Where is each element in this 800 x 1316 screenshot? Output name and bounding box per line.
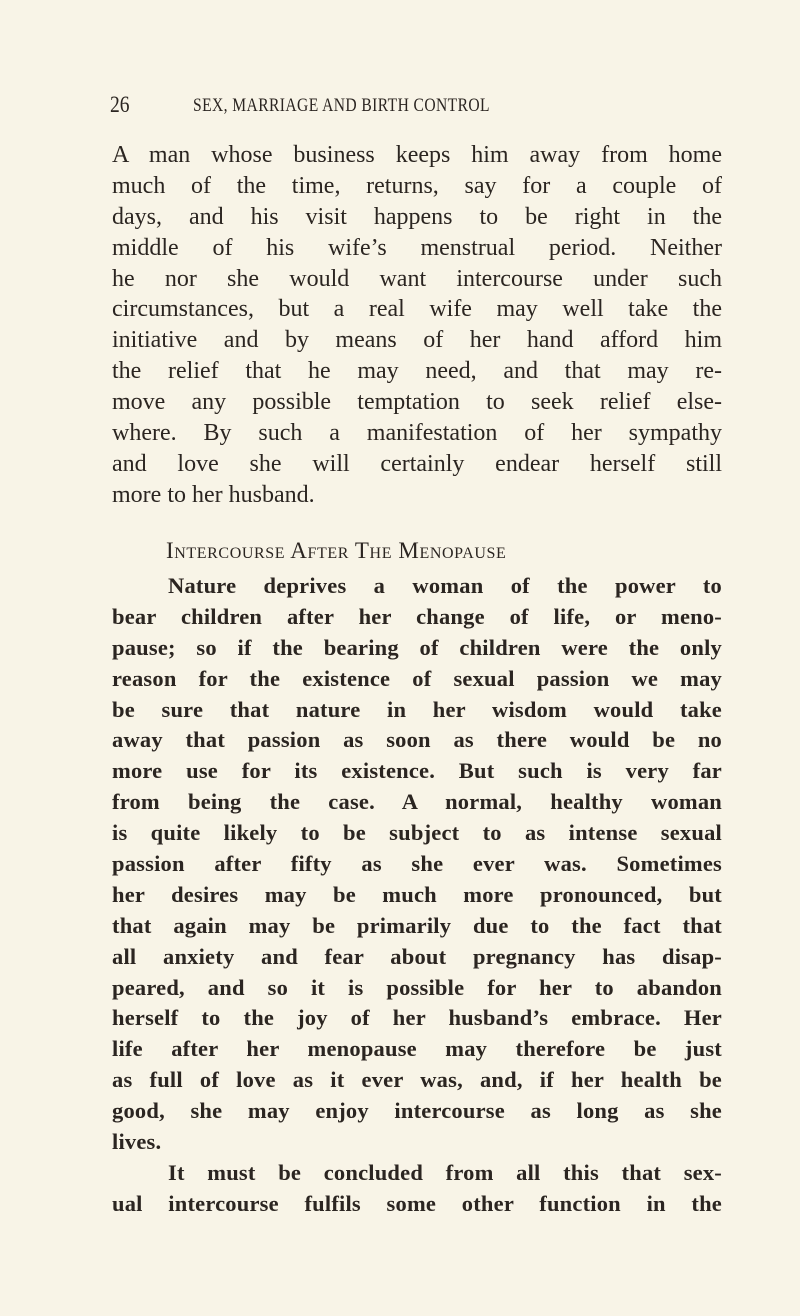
text-line: good, she may enjoy intercourse as long as she bbox=[112, 1098, 722, 1124]
section-heading: Intercourse After The Menopause bbox=[166, 538, 507, 563]
text-line: as full of love as it ever was, and, if her health be bbox=[112, 1067, 722, 1093]
text-line: reason for the existence of sexual passion we may bbox=[112, 665, 722, 691]
text-line: her desires may be much more pronounced, but bbox=[112, 881, 722, 907]
text-line: move any possible temptation to seek relief else- bbox=[112, 389, 722, 416]
text-line: much of the time, returns, say for a couple of bbox=[112, 172, 722, 199]
text-line: that again may be primarily due to the fact that bbox=[112, 912, 722, 938]
text-line: more use for its existence. But such is very far bbox=[112, 758, 722, 784]
text-line: he nor she would want intercourse under such bbox=[112, 265, 722, 292]
text-line: lives. bbox=[112, 1129, 162, 1155]
running-title: SEX, MARRIAGE AND BIRTH CONTROL bbox=[193, 95, 490, 116]
text-line: pause; so if the bearing of children were the only bbox=[112, 634, 722, 660]
text-line: days, and his visit happens to be right in the bbox=[112, 203, 722, 230]
text-line: be sure that nature in her wisdom would take bbox=[112, 696, 722, 722]
text-line: peared, and so it is possible for her to abandon bbox=[112, 974, 722, 1000]
text-line: It must be concluded from all this that sex- bbox=[168, 1159, 722, 1185]
text-line: initiative and by means of her hand afford him bbox=[112, 327, 722, 354]
text-line: bear children after her change of life, or meno- bbox=[112, 603, 722, 629]
text-line: all anxiety and fear about pregnancy has disap- bbox=[112, 943, 722, 969]
text-line: herself to the joy of her husband’s embrace. Her bbox=[112, 1005, 722, 1031]
text-line: passion after fifty as she ever was. Sometimes bbox=[112, 851, 722, 877]
paragraph-1 bbox=[112, 140, 722, 511]
page-number: 26 bbox=[110, 92, 130, 117]
paragraph-2 bbox=[112, 571, 722, 1220]
text-line: A man whose business keeps him away from home bbox=[112, 142, 722, 168]
text-line: middle of his wife’s menstrual period. Neither bbox=[112, 234, 722, 261]
text-line: ual intercourse fulfils some other function in the bbox=[112, 1190, 722, 1216]
text-line: away that passion as soon as there would be no bbox=[112, 727, 722, 753]
text-line: the relief that he may need, and that may re- bbox=[112, 358, 722, 385]
text-line: where. By such a manifestation of her sympathy bbox=[112, 420, 722, 447]
text-line: more to her husband. bbox=[112, 481, 315, 508]
text-line: from being the case. A normal, healthy woman bbox=[112, 789, 722, 815]
running-header bbox=[110, 92, 722, 118]
text-line: is quite likely to be subject to as intense sexual bbox=[112, 820, 722, 846]
text-line: life after her menopause may therefore be just bbox=[112, 1036, 722, 1062]
text-line: and love she will certainly endear herself still bbox=[112, 450, 722, 477]
text-line: Nature deprives a woman of the power to bbox=[168, 573, 722, 598]
text-line: circumstances, but a real wife may well take the bbox=[112, 296, 722, 323]
